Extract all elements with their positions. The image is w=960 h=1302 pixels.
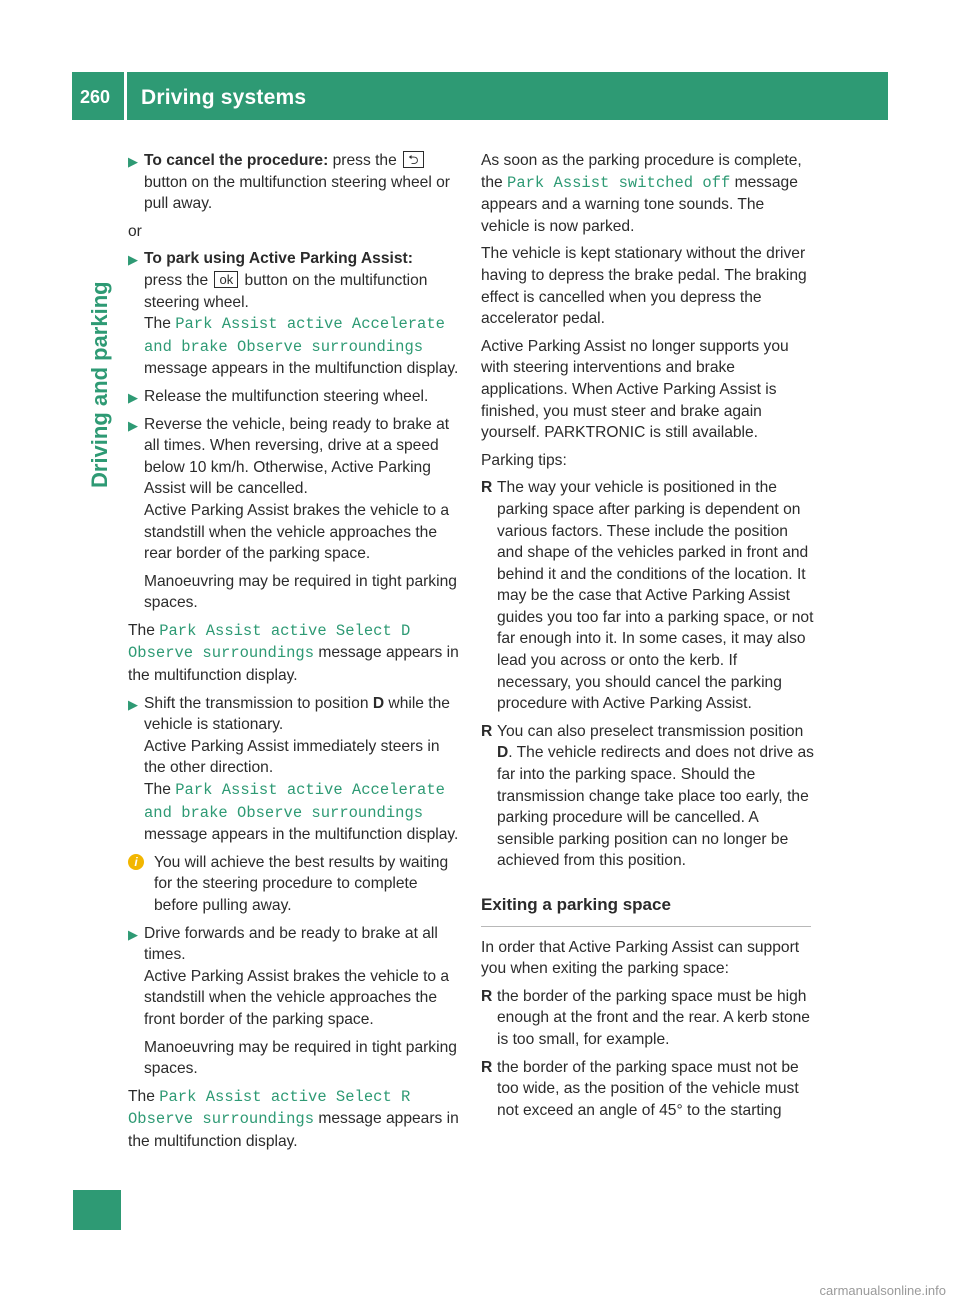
note-manoeuvre-1: Manoeuvring may be required in tight parking spaces. — [144, 572, 457, 612]
display-message: Park Assist active Accelerate and brake Observe surroundings — [144, 315, 445, 356]
or-text: or — [128, 222, 142, 240]
step-shift: ▶ Shift the transmission to position D while the vehicle is stationary. Active Parking Assist immediately steers in the other direction. The Park Assist active Accelerate and brake Observe surroundings message appears in the multifunction display. — [128, 694, 459, 844]
section-heading: Exiting a parking space — [481, 894, 811, 927]
message-select-d: The Park Assist active Select D Observe surroundings message appears in the multifunction display. — [128, 621, 459, 685]
bullet-icon: R — [481, 1058, 493, 1076]
paragraph-no-support: Active Parking Assist no longer supports you with steering interventions and brake applications. When Active Parking Assist is finished, you must steer and brake again yourself. PARKTRONIC is still available. — [481, 337, 789, 442]
display-message: Park Assist switched off — [507, 173, 731, 192]
paragraph-stationary: The vehicle is kept stationary without the driver having to depress the brake pedal. The braking effect is cancelled when you depress the accelerator pedal. — [481, 245, 807, 328]
watermark: carmanualsonline.info — [819, 1283, 946, 1298]
exit-intro: In order that Active Parking Assist can support you when exiting the parking space: — [481, 938, 800, 978]
bullet-icon: R — [481, 987, 493, 1005]
right-column — [481, 150, 815, 1127]
step-release: ▶ Release the multifunction steering wheel. — [128, 386, 462, 408]
bullet-icon: R — [481, 722, 493, 740]
page-number: 260 — [80, 87, 111, 107]
arrow-icon: ▶ — [128, 417, 138, 433]
info-note: i You will achieve the best results by waiting for the steering procedure to complete before pulling away. — [128, 852, 462, 917]
message-select-r: The Park Assist active Select R Observe surroundings message appears in the multifunction display. — [128, 1087, 459, 1150]
display-message: Park Assist active Select D Observe surroundings — [128, 621, 411, 663]
arrow-icon: ▶ — [128, 926, 138, 942]
side-tab-marker — [73, 1190, 121, 1230]
ok-button-icon: ok — [214, 271, 238, 288]
header-divider — [124, 72, 127, 120]
step-drive-forwards: ▶ Drive forwards and be ready to brake at all times. Active Parking Assist brakes the vehicle to a standstill when the vehicle approaches the front border of the parking space. — [128, 924, 450, 1028]
arrow-icon: ▶ — [128, 389, 138, 405]
display-message: Park Assist active Select R Observe surroundings — [128, 1087, 411, 1129]
note-manoeuvre-2: Manoeuvring may be required in tight parking spaces. — [144, 1038, 457, 1078]
step-cancel: ▶ To cancel the procedure: press the ⮌ button on the multifunction steering wheel or pull away. — [128, 152, 450, 213]
tips-label: Parking tips: — [481, 451, 567, 469]
tip-position: R The way your vehicle is positioned in the parking space after parking is dependent on various factors. These include the position and shape of the vehicles parked in front and behind it and the conditions of the location. It may be the case that Active Parking Assist guides you too far into a parking space, or not far enough into it. In some cases, it may also lead you across or onto the kerb. If necessary, you should cancel the parking procedure with Active Parking Assist. — [481, 479, 814, 713]
back-button-icon: ⮌ — [403, 151, 423, 168]
left-column — [128, 150, 462, 1159]
arrow-icon: ▶ — [128, 696, 138, 712]
step-reverse: ▶ Reverse the vehicle, being ready to brake at all times. When reversing, drive at a speed below 10 km/h. Otherwise, Active Parking Assist will be cancelled. Active Parking Assist brakes the vehicle to a standstill when the vehicle approaches the rear border of the parking space. — [128, 415, 450, 563]
arrow-icon: ▶ — [128, 252, 138, 268]
exit-condition-1: R the border of the parking space must be high enough at the front and the rear. A kerb stone is too small, for example. — [481, 987, 810, 1048]
exit-condition-2: R the border of the parking space must not be too wide, as the position of the vehicle must not exceed an angle of 45° to the starting — [481, 1058, 799, 1119]
step-park: ▶ To park using Active Parking Assist: press the ok button on the multifunction steering wheel. The Park Assist active Accelerate and brake Observe surroundings message appears in the multifunction display. — [128, 250, 459, 378]
display-message: Park Assist active Accelerate and brake Observe surroundings — [144, 781, 445, 822]
page-title: Driving systems — [141, 86, 307, 109]
tip-preselect: R You can also preselect transmission position D. The vehicle redirects and does not drive as far into the parking space. Should the transmission change take place too early, the parking procedure will be cancelled. A sensible parking position can no longer be achieved from this position. — [481, 722, 814, 870]
paragraph-parked: As soon as the parking procedure is complete, the Park Assist switched off message appears and a warning tone sounds. The vehicle is now parked. — [481, 152, 802, 235]
arrow-icon: ▶ — [128, 154, 138, 169]
bullet-icon: R — [481, 479, 493, 497]
info-icon: i — [128, 854, 144, 870]
